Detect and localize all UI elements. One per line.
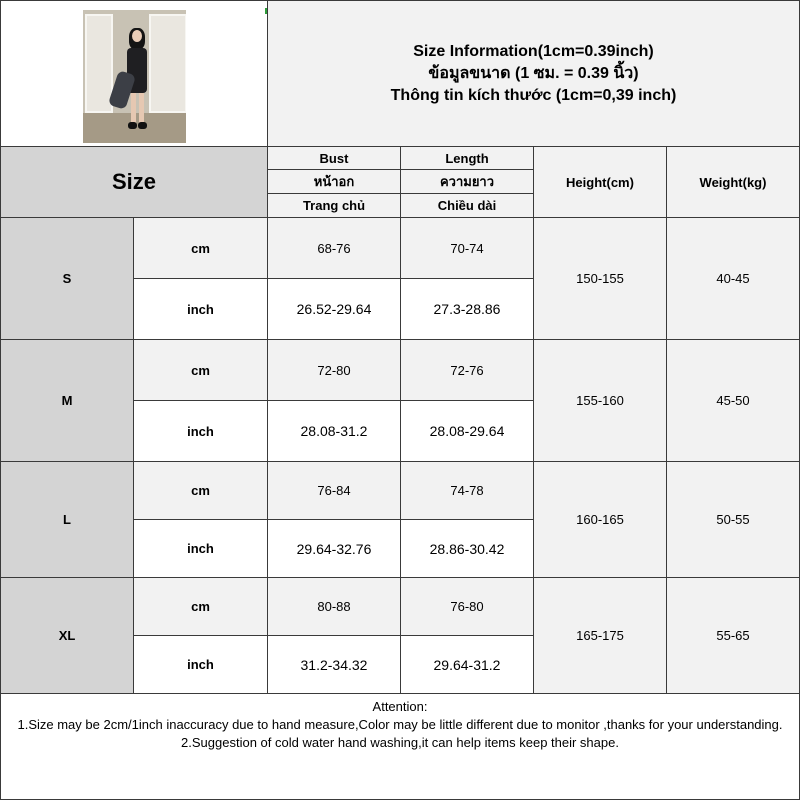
unit-cm: cm [133,577,268,636]
height-xl: 165-175 [533,577,667,694]
bust-header-en: Bust [267,146,401,170]
attention-notes [0,693,800,800]
unit-inch: inch [133,635,268,694]
title-line-vi: Thông tin kích thước (1cm=0,39 inch) [390,86,677,104]
figure-leg-left [131,93,136,123]
cabinet-right [149,14,186,113]
product-photo [83,10,186,143]
figure-face [132,30,142,42]
weight-xl: 55-65 [666,577,800,694]
length-header-vi: Chiều dài [400,193,534,218]
figure-shoe-right [138,122,147,129]
length-inch-l: 28.86-30.42 [400,519,534,578]
size-label-s: S [0,217,134,340]
attention-line-2: 2.Suggestion of cold water hand washing,it can help items keep their shape. [181,735,619,750]
bust-inch-xl: 31.2-34.32 [267,635,401,694]
length-cm-xl: 76-80 [400,577,534,636]
length-cm-s: 70-74 [400,217,534,279]
bust-header-vi: Trang chủ [267,193,401,218]
height-s: 150-155 [533,217,667,340]
weight-l: 50-55 [666,461,800,578]
length-header-en: Length [400,146,534,170]
length-inch-m: 28.08-29.64 [400,400,534,462]
bust-inch-l: 29.64-32.76 [267,519,401,578]
bust-cm-l: 76-84 [267,461,401,520]
figure-shoe-left [128,122,137,129]
weight-header: Weight(kg) [666,146,800,218]
title-line-th: ข้อมูลขนาด (1 ซม. = 0.39 นิ้ว) [428,64,639,82]
figure-leg-right [139,93,144,123]
weight-s: 40-45 [666,217,800,340]
length-inch-xl: 29.64-31.2 [400,635,534,694]
length-inch-s: 27.3-28.86 [400,278,534,340]
size-label-m: M [0,339,134,462]
bust-cm-xl: 80-88 [267,577,401,636]
height-m: 155-160 [533,339,667,462]
size-info-title [267,0,800,147]
attention-line-1: 1.Size may be 2cm/1inch inaccuracy due to hand measure,Color may be little different due to monitor ,thanks for your understanding. [17,717,783,732]
length-cm-l: 74-78 [400,461,534,520]
unit-inch: inch [133,519,268,578]
length-cm-m: 72-76 [400,339,534,401]
unit-inch: inch [133,400,268,462]
size-header: Size [0,146,268,218]
unit-cm: cm [133,339,268,401]
weight-m: 45-50 [666,339,800,462]
bust-inch-m: 28.08-31.2 [267,400,401,462]
unit-cm: cm [133,217,268,279]
bust-cm-s: 68-76 [267,217,401,279]
height-header: Height(cm) [533,146,667,218]
attention-heading: Attention: [372,699,428,714]
bust-header-th: หน้าอก [267,169,401,194]
bust-cm-m: 72-80 [267,339,401,401]
size-label-l: L [0,461,134,578]
length-header-th: ความยาว [400,169,534,194]
height-l: 160-165 [533,461,667,578]
unit-cm: cm [133,461,268,520]
title-line-en: Size Information(1cm=0.39inch) [413,42,654,60]
unit-inch: inch [133,278,268,340]
size-label-xl: XL [0,577,134,694]
bust-inch-s: 26.52-29.64 [267,278,401,340]
